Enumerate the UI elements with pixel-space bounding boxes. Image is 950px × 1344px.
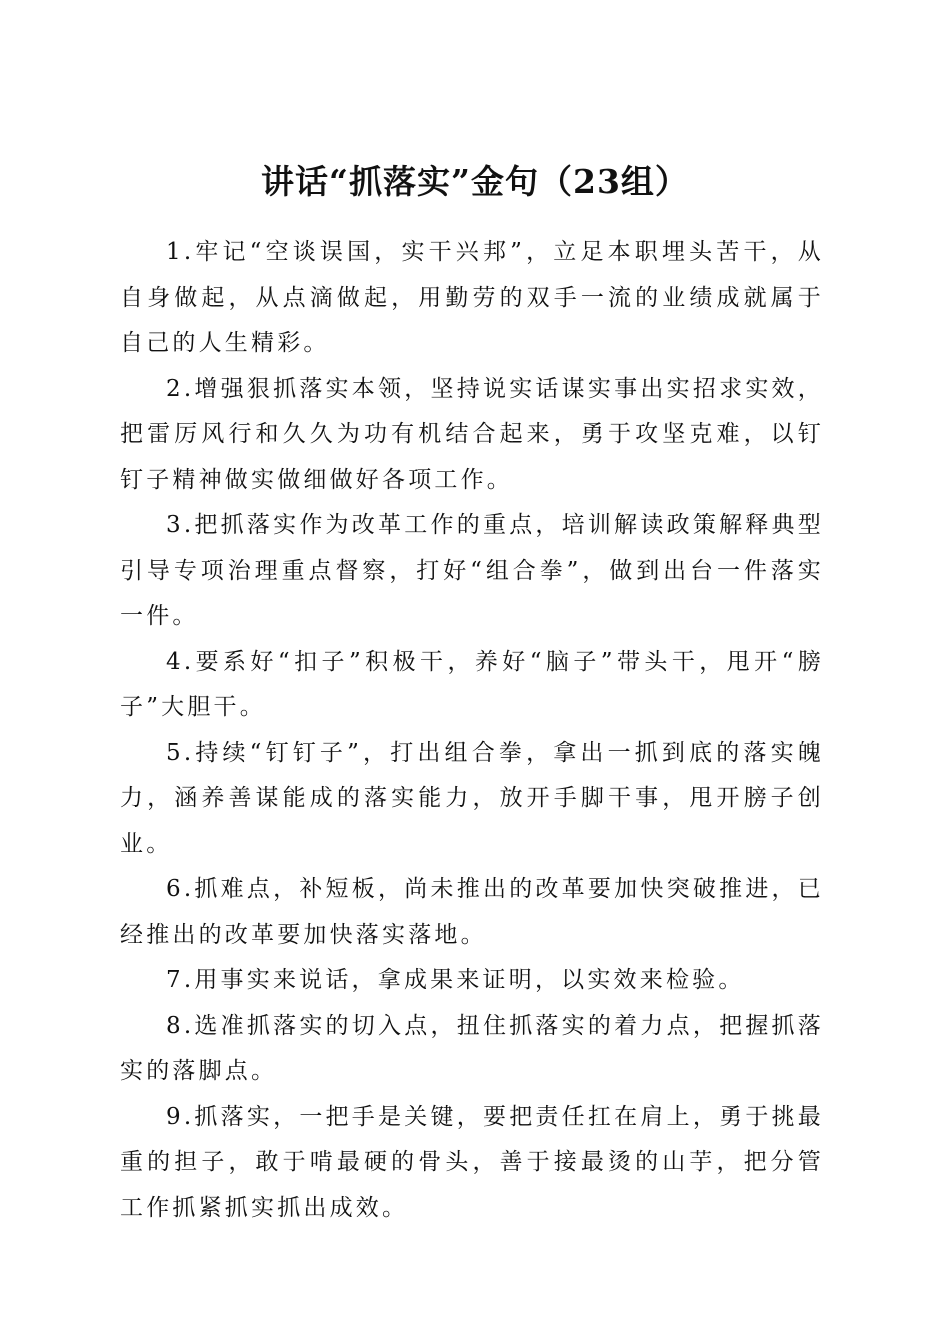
paragraph-2: 2.增强狠抓落实本领，坚持说实话谋实事出实招求实效，把雷厉风行和久久为功有机结合起来，勇于攻坚克难，以钉钉子精神做实做细做好各项工作。 <box>120 375 824 493</box>
paragraph-3: 3.把抓落实作为改革工作的重点，培训解读政策解释典型引导专项治理重点督察，打好“组合拳”，做到出台一件落实一件。 <box>120 512 824 629</box>
paragraph-8: 8.选准抓落实的切入点，扭住抓落实的着力点，把握抓落实的落脚点。 <box>120 1012 824 1084</box>
paragraph-5: 5.持续“钉钉子”，打出组合拳，拿出一抓到底的落实魄力，涵养善谋能成的落实能力，放开手脚干事，甩开膀子创业。 <box>120 739 824 857</box>
paragraph-1: 1.牢记“空谈误国，实干兴邦”，立足本职埋头苦干，从自身做起，从点滴做起，用勤劳的双手一流的业绩成就属于自己的人生精彩。 <box>120 239 824 356</box>
paragraph-9: 9.抓落实，一把手是关键，要把责任扛在肩上，勇于挑最重的担子，敢于啃最硬的骨头，善于接最烫的山芋，把分管工作抓紧抓实抓出成效。 <box>120 1103 824 1221</box>
paragraph-7: 7.用事实来说话，拿成果来证明，以实效来检验。 <box>166 967 745 993</box>
document-title: 讲话“抓落实”金句（23组） <box>261 162 689 202</box>
document-body <box>120 230 824 1231</box>
paragraph-4: 4.要系好“扣子”积极干，养好“脑子”带头干，甩开“膀子”大胆干。 <box>120 648 824 720</box>
paragraph-6: 6.抓难点，补短板，尚未推出的改革要加快突破推进，已经推出的改革要加快落实落地。 <box>120 876 824 948</box>
